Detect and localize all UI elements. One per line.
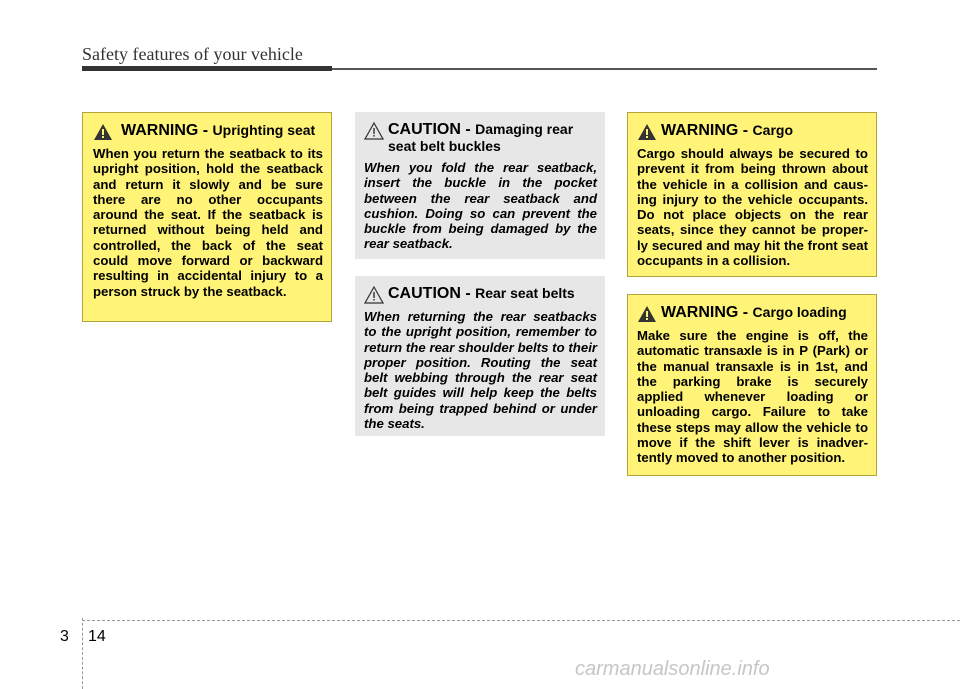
- chapter-number: 3: [60, 628, 69, 645]
- caution-triangle-icon: [364, 122, 384, 140]
- footer-rule: [82, 620, 960, 621]
- warning-upright-box: [82, 112, 332, 322]
- page-number: 14: [88, 628, 106, 645]
- header-rule-dark: [82, 66, 332, 71]
- warning-loading-box: [627, 294, 877, 476]
- warning-triangle-icon: [93, 123, 113, 141]
- caution-subject: Damaging rear seat belt buckles: [388, 121, 574, 154]
- caution-prefix: CAUTION -: [388, 285, 476, 302]
- site-watermark: carmanualsonline.info: [575, 658, 770, 680]
- warning-prefix: WARNING -: [661, 122, 753, 139]
- warning-prefix: WARNING -: [661, 304, 753, 321]
- caution-belts-box: [355, 276, 605, 436]
- warning-subject: Uprighting seat: [212, 122, 316, 138]
- footer-divider: [82, 618, 84, 689]
- warning-body: When you return the seatback to its upright position, hold the seatback and return it slowly and be sure there are no other occupants around the seat. If the seatback is returned without being held and controlled, the back of the seat could move forward or backward resulting in accidental injury to a person struck by the seatback.: [93, 146, 323, 299]
- caution-prefix: CAUTION -: [388, 121, 476, 138]
- header-rule: [332, 68, 877, 70]
- warning-prefix: WARNING -: [121, 122, 213, 139]
- caution-subject: Rear seat belts: [475, 285, 575, 301]
- warning-subject: Cargo: [752, 122, 793, 138]
- warning-subject: Cargo loading: [752, 304, 847, 320]
- caution-body: When you fold the rear seatback, insert the buckle in the pocket between the rear seatback and cushion. Doing so can prevent the buckle from being damaged by the rear seatback.: [364, 160, 597, 252]
- warning-triangle-icon: [637, 123, 657, 141]
- warning-body: Cargo should always be secured to prevent it from being thrown about the vehicle in a collision and caus-ing injury to the vehicle occupants. Do not place objects on the rear seats, since they cannot be proper-ly secured and may hit the front seat occupants in a collision.: [637, 146, 868, 269]
- warning-body: Make sure the engine is off, the automatic transaxle is in P (Park) or the manual transaxle is in 1st, and the parking brake is securely applied whenever loading or unloading cargo. Failure to take these steps may allow the vehicle to move if the shift lever is inadver-tently moved to another position.: [637, 328, 868, 466]
- page-header-title: Safety features of your vehicle: [82, 44, 303, 64]
- caution-triangle-icon: [364, 286, 384, 304]
- warning-cargo-box: [627, 112, 877, 277]
- caution-buckles-box: [355, 112, 605, 259]
- warning-triangle-icon: [637, 305, 657, 323]
- caution-body: When returning the rear seatbacks to the upright position, remember to return the rear shoulder belts to their proper position. Routing the seat belt webbing through the rear seat belt guides will help keep the belts from being trapped behind or under the seats.: [364, 309, 597, 432]
